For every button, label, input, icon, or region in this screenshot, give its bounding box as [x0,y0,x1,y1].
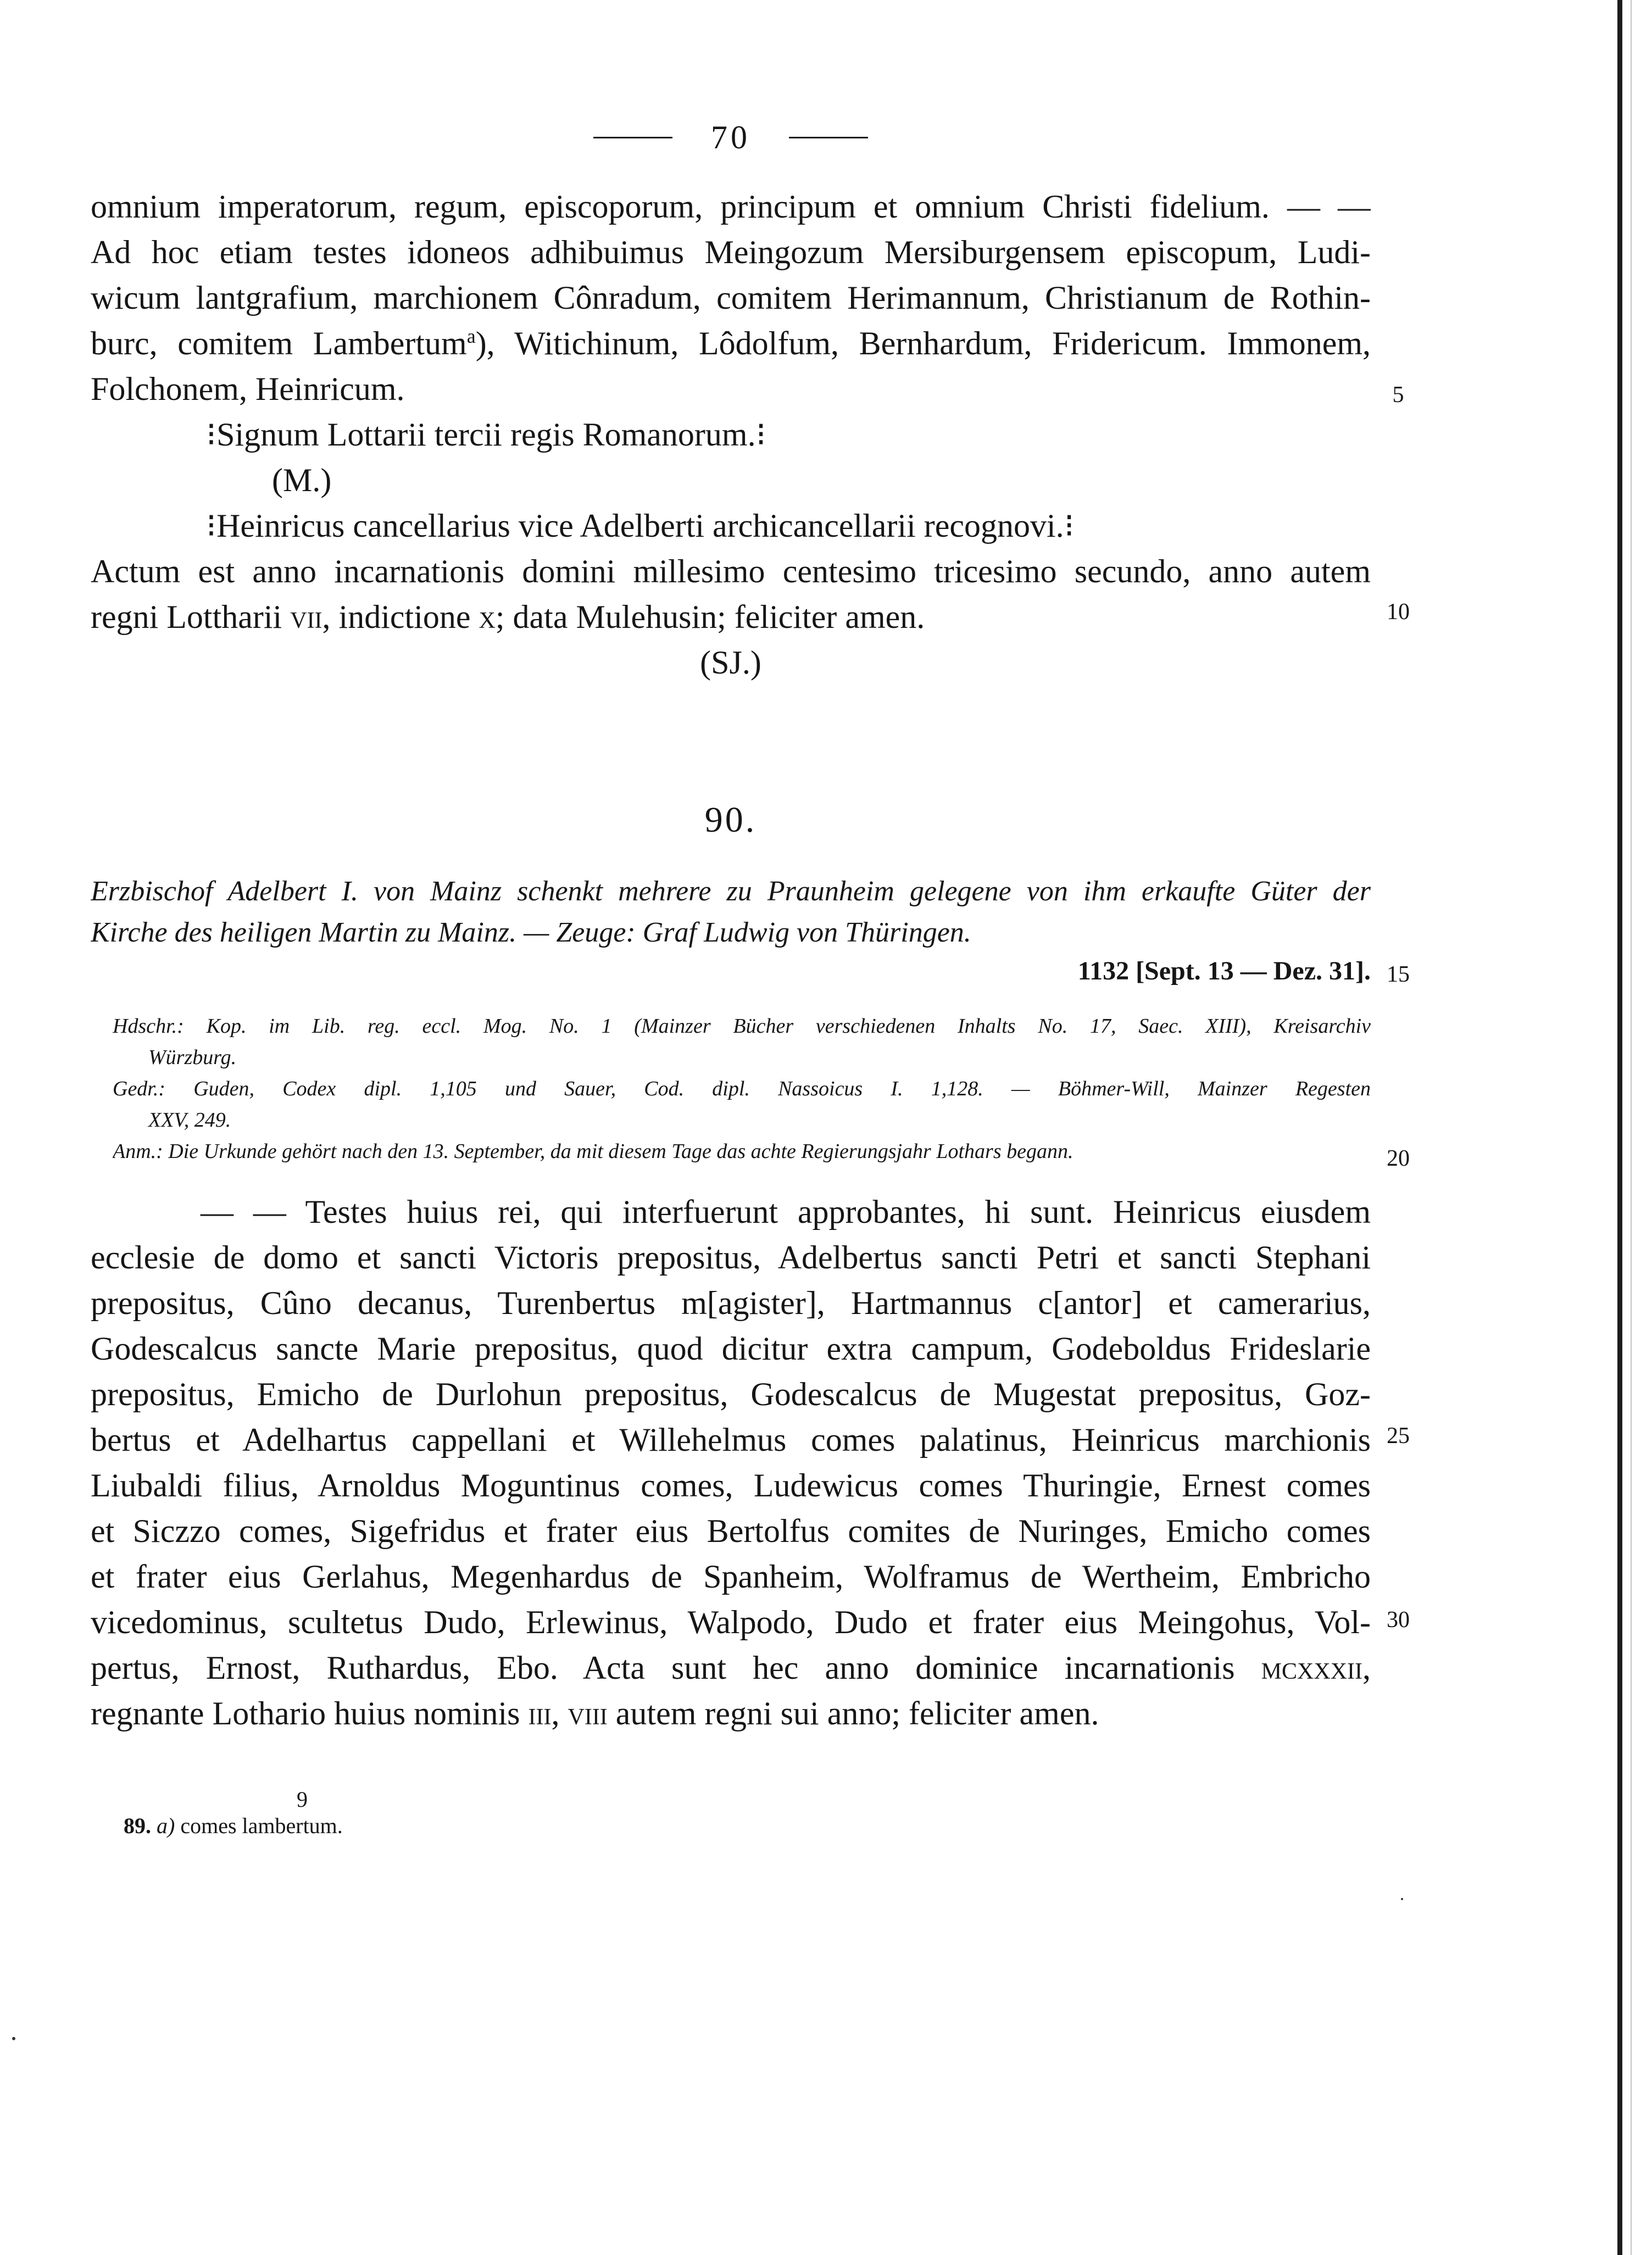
note-line: Hdschr.: Kop. im Lib. reg. eccl. Mog. No. 1 (Mainzer Bücher verschiedenen Inhalts No. 17, Saec. XIII), Kreisarchiv [113,1015,1371,1038]
charter-number: 90. [704,800,757,840]
footnote-id: 89. [124,1813,151,1838]
footnote-superscript: 9 [297,1787,308,1812]
signum-line: ⁝Signum Lottarii tercii regis Romanorum.⁝ [206,416,766,453]
text-line: burc, comitem Lambertum$^a$), Witichinum, Lôdolfum, Bernhardum, Fridericum. Immonem, [91,325,1371,361]
previous-charter-text [91,184,1371,640]
footnote-text: comes lambertum. [175,1813,343,1838]
line-number: 30 [1387,1607,1410,1633]
text-line: bertus et Adelhartus cappellani et Willehelmus comes palatinus, Heinricus marchionis [91,1422,1371,1458]
page-number: 70 [711,119,750,155]
line-number: 20 [1387,1146,1410,1171]
summary-line: Erzbischof Adelbert I. von Mainz schenkt mehrere zu Praunheim gelegene von ihm erkaufte Güter der [91,876,1371,907]
line-number: 10 [1387,599,1410,625]
source-notes [113,1011,1371,1167]
note-remark [113,1136,1371,1167]
text-line: wicum lantgrafium, marchionem Cônradum, comitem Herimannum, Christianum de Rothin- [91,280,1371,316]
charter-date: 1132 [Sept. 13 — Dez. 31]. [1077,956,1371,985]
text-line: Godescalcus sancte Marie prepositus, quod dicitur extra campum, Godeboldus Frideslarie [91,1330,1371,1367]
line-number: 15 [1387,962,1410,987]
line-number: 25 [1387,1423,1410,1449]
footnote-letter: a) [157,1813,175,1838]
text-line: et frater eius Gerlahus, Megenhardus de Spanheim, Wolframus de Wertheim, Embricho [91,1558,1371,1595]
header-dash-right [789,137,868,138]
text-line: Liubaldi filius, Arnoldus Moguntinus comes, Ludewicus comes Thuringie, Ernest comes [91,1467,1371,1504]
text-line: regni Lottharii vii, indictione x; data Mulehusin; feliciter amen. [91,599,925,635]
footnote-marker: a [466,325,476,347]
seal-mark: (SJ.) [700,644,761,681]
charter-body-text [91,1189,1371,1736]
note-line: Gedr.: Guden, Codex dipl. 1,105 und Sauer, Cod. dipl. Nassoicus I. 1,128. — Böhmer-Will, Mainzer Regesten [113,1077,1371,1100]
text-line: omnium imperatorum, regum, episcoporum, principum et omnium Christi fidelium. — — [91,188,1371,225]
text-line: Folchonem, Heinricum. [91,371,405,407]
scan-binding-edge [1617,0,1622,2255]
text-line: vicedominus, scultetus Dudo, Erlewinus, Walpodo, Dudo et frater eius Meingohus, Vol- [91,1604,1371,1640]
footnote [124,1813,343,1839]
text-line: prepositus, Cûno decanus, Turenbertus m[agister], Hartmannus c[antor] et camerarius, [91,1285,1371,1321]
note-printed-editions [113,1073,1371,1136]
scan-speck [12,2037,15,2040]
header-dash-left [593,137,672,138]
line-number: 5 [1392,382,1404,408]
monogram-mark: (M.) [272,462,332,498]
note-line: XXV, 249. [148,1109,231,1132]
text-line: prepositus, Emicho de Durlohun prepositus, Godescalcus de Mugestat prepositus, Goz- [91,1376,1371,1412]
text-line: pertus, Ernost, Ruthardus, Ebo. Acta sunt hec anno dominice incarnationis mcxxxii, [91,1650,1371,1686]
recognition-line: ⁝Heinricus cancellarius vice Adelberti archicancellarii recognovi.⁝ [206,508,1075,544]
note-line: Würzburg. [148,1046,237,1069]
scan-speck [1401,1898,1403,1900]
note-line: Anm.: Die Urkunde gehört nach den 13. September, da mit diesem Tage das achte Regierungsjahr Lothars begann. [113,1140,1073,1163]
text-line: Ad hoc etiam testes idoneos adhibuimus Meingozum Mersiburgensem episcopum, Ludi- [91,234,1371,270]
charter-summary [91,871,1371,953]
text-line: regnante Lothario huius nominis iii, viii autem regni sui anno; feliciter amen. [91,1695,1099,1731]
page-header [593,115,868,159]
text-line: et Siczzo comes, Sigefridus et frater eius Bertolfus comites de Nuringes, Emicho comes [91,1513,1371,1549]
text-line: ecclesie de domo et sancti Victoris prepositus, Adelbertus sancti Petri et sancti Stephani [91,1239,1371,1276]
text-line: — — Testes huius rei, qui interfuerunt approbantes, hi sunt. Heinricus eiusdem [201,1194,1371,1230]
note-manuscript [113,1011,1371,1073]
scan-edge-line [1631,0,1632,2255]
summary-line: Kirche des heiligen Martin zu Mainz. — Zeuge: Graf Ludwig von Thüringen. [91,917,971,948]
text-line: Actum est anno incarnationis domini millesimo centesimo tricesimo secundo, anno autem [91,553,1371,589]
